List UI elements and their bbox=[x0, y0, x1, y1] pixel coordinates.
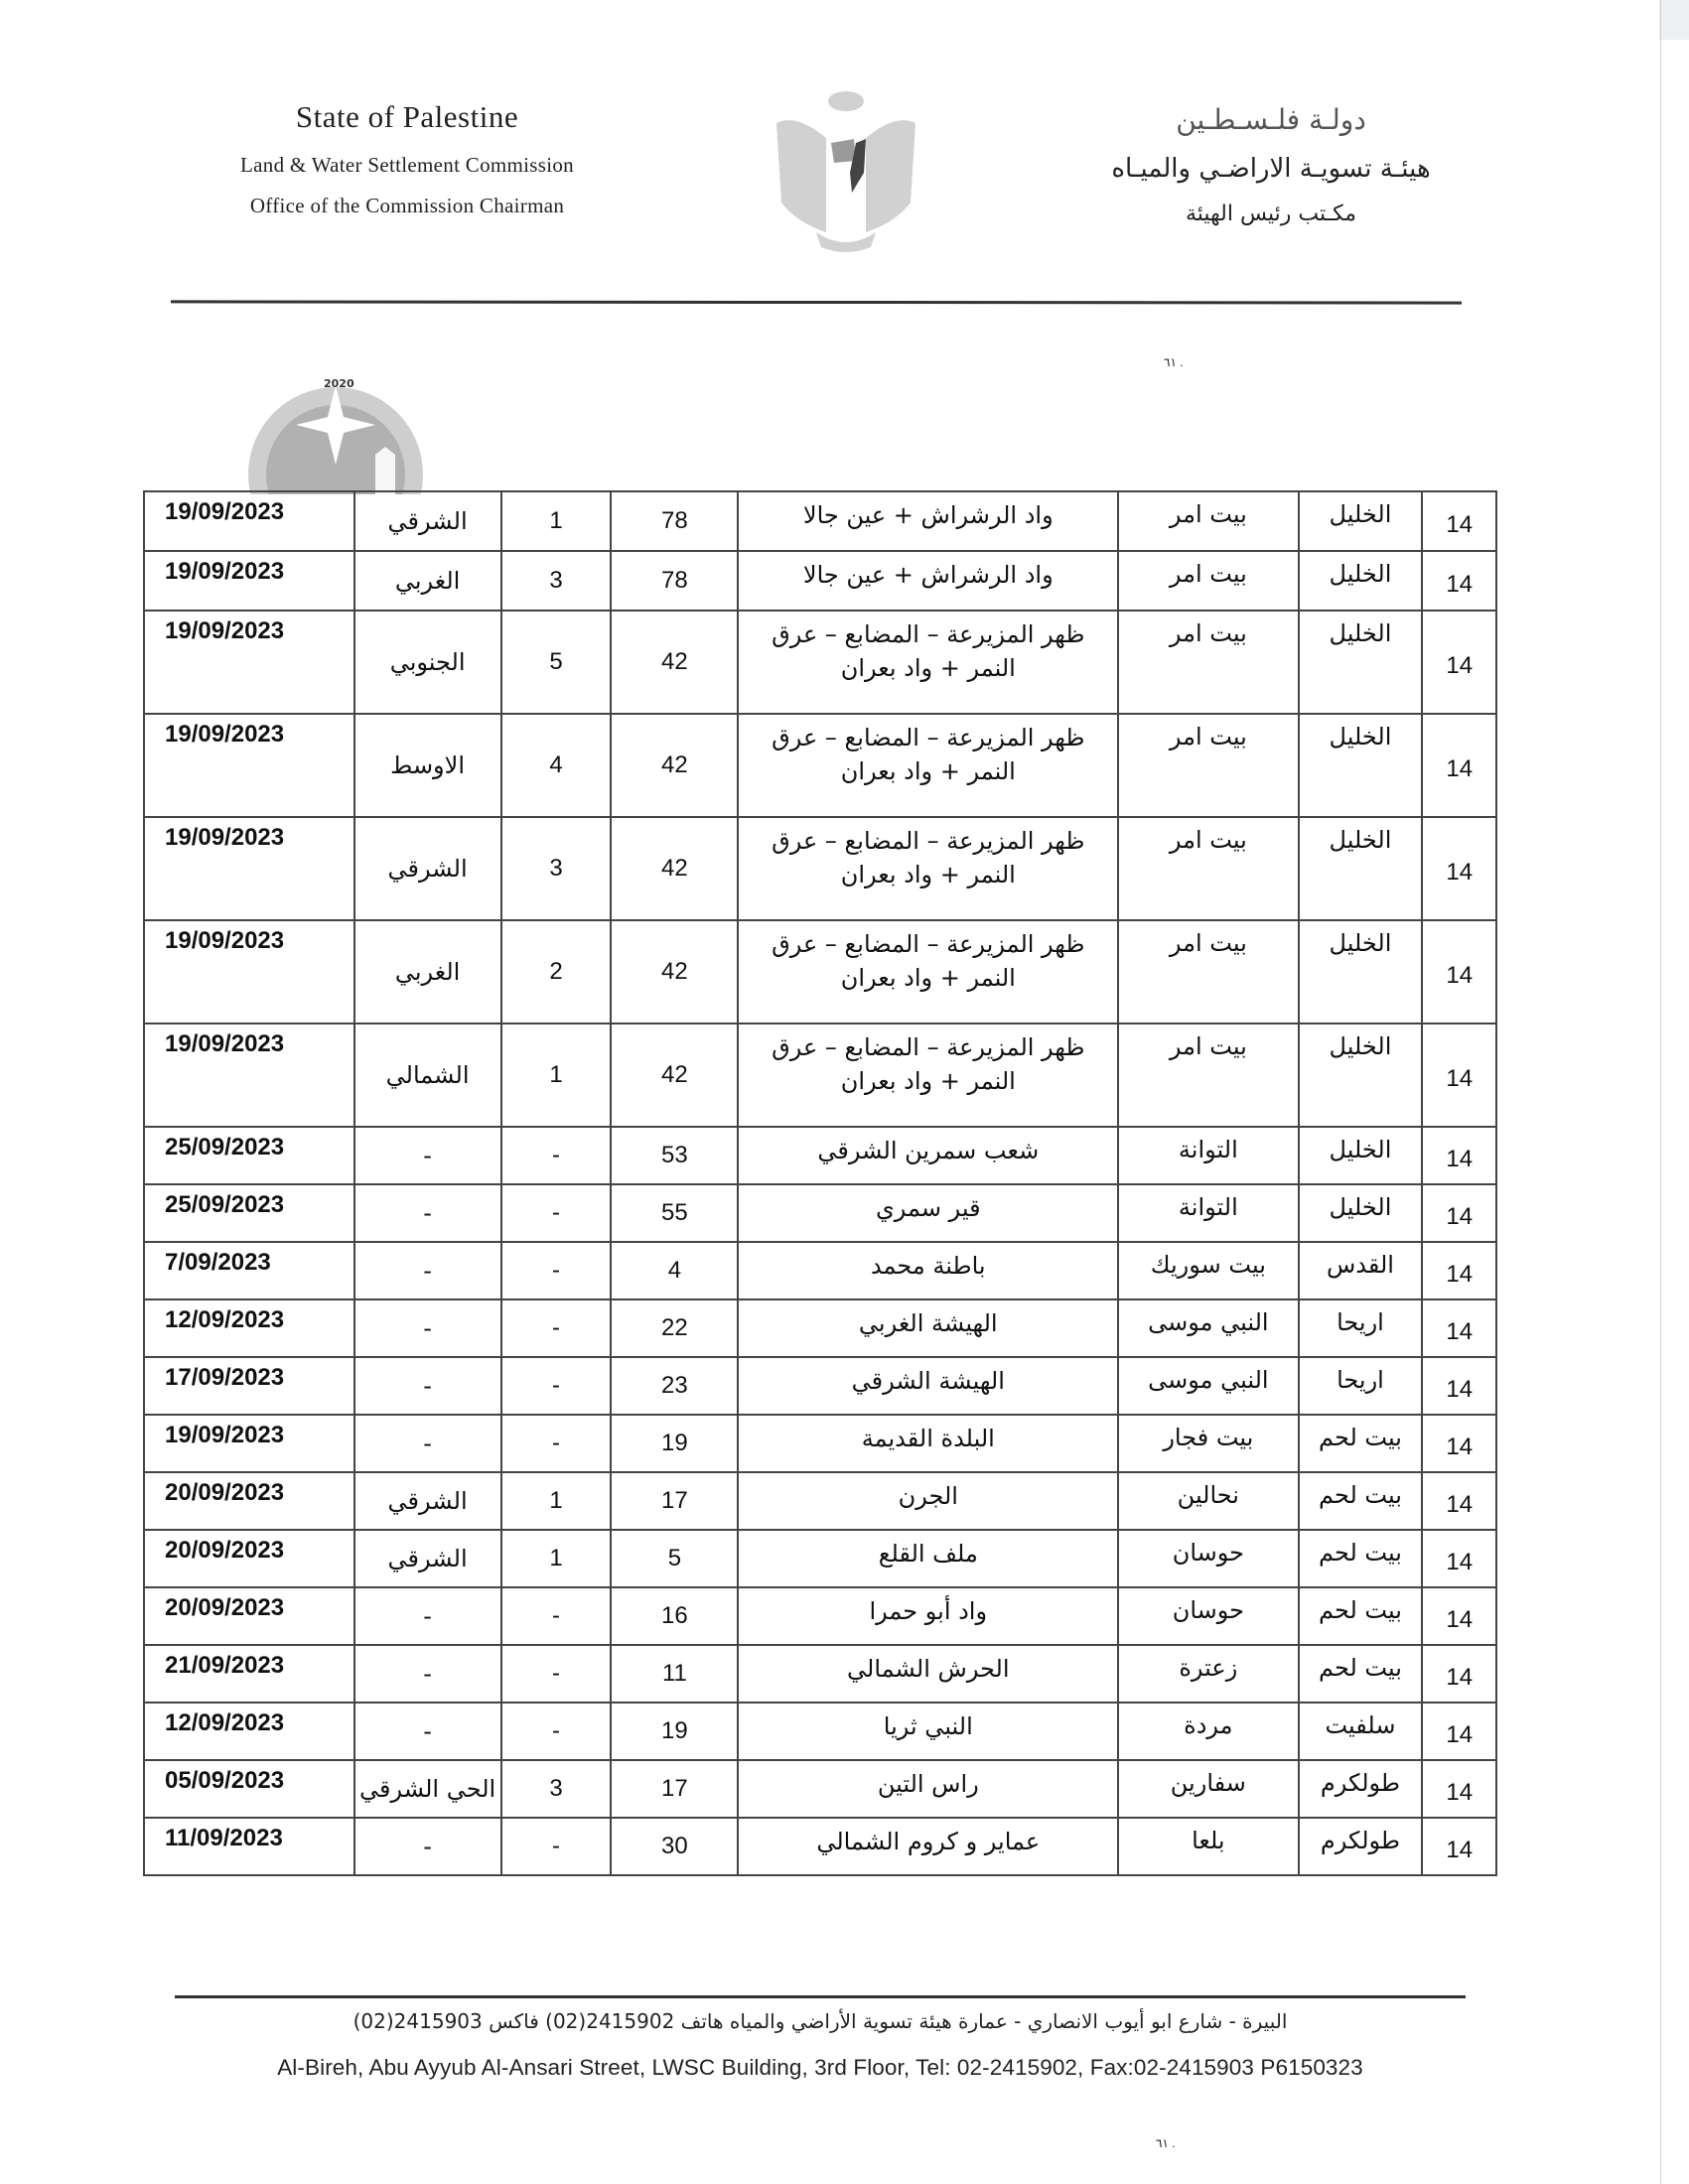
cell-block-number: - bbox=[501, 1127, 612, 1184]
cell-date: 19/09/2023 bbox=[144, 1024, 354, 1127]
cell-number: 14 bbox=[1422, 611, 1496, 714]
cell-number: 14 bbox=[1422, 1530, 1496, 1587]
cell-number: 14 bbox=[1422, 714, 1496, 817]
cell-part: - bbox=[354, 1127, 501, 1184]
site-name-line: النبي ثريا bbox=[883, 1712, 973, 1740]
table-row bbox=[144, 551, 1496, 611]
site-name-line: ظهر المزيرعة – المضابع – عرق bbox=[772, 1033, 1085, 1061]
cell-block-number: 1 bbox=[501, 1472, 612, 1530]
cell-site-name bbox=[738, 551, 1118, 611]
cell-number: 14 bbox=[1422, 1760, 1496, 1818]
cell-town: زعترة bbox=[1118, 1645, 1298, 1703]
cell-site-number: 22 bbox=[611, 1299, 738, 1357]
cell-part: - bbox=[354, 1299, 501, 1357]
cell-block-number: - bbox=[501, 1184, 612, 1242]
cell-number: 14 bbox=[1422, 1645, 1496, 1703]
cell-block-number: - bbox=[501, 1357, 612, 1415]
commission-name-ar: هيئـة تسويـة الاراضـي والميـاه bbox=[1111, 154, 1431, 184]
cell-town: نحالين bbox=[1118, 1472, 1298, 1530]
cell-town: بلعا bbox=[1118, 1818, 1298, 1875]
cell-town: بيت امر bbox=[1118, 551, 1298, 611]
site-name-line: ظهر المزيرعة – المضابع – عرق bbox=[772, 827, 1085, 855]
cell-block-number: - bbox=[501, 1242, 612, 1299]
site-name-line: عماير و كروم الشمالي bbox=[816, 1828, 1041, 1855]
cell-block-number: 5 bbox=[501, 611, 612, 714]
cell-site-name bbox=[738, 1024, 1118, 1127]
cell-site-name bbox=[738, 714, 1118, 817]
cell-governorate: الخليل bbox=[1299, 551, 1423, 611]
table-row bbox=[144, 1357, 1496, 1415]
cell-site-number: 19 bbox=[611, 1415, 738, 1472]
cell-governorate: الخليل bbox=[1299, 817, 1423, 920]
cell-site-number: 30 bbox=[611, 1818, 738, 1875]
cell-part: الشرقي bbox=[354, 491, 501, 551]
cell-site-number: 23 bbox=[611, 1357, 738, 1415]
cell-block-number: - bbox=[501, 1703, 612, 1760]
table-row bbox=[144, 1184, 1496, 1242]
cell-date: 7/09/2023 bbox=[144, 1242, 354, 1299]
cell-part: الجنوبي bbox=[354, 611, 501, 714]
cell-block-number: 4 bbox=[501, 714, 612, 817]
table-row bbox=[144, 1472, 1496, 1530]
office-name-en: Office of the Commission Chairman bbox=[249, 194, 565, 217]
cell-site-number: 5 bbox=[611, 1530, 738, 1587]
site-name-line: الحرش الشمالي bbox=[847, 1655, 1010, 1683]
cell-governorate: الخليل bbox=[1299, 920, 1423, 1024]
cell-number: 14 bbox=[1422, 1472, 1496, 1530]
cell-site-name bbox=[738, 1472, 1118, 1530]
stamp-year: 2020 bbox=[324, 377, 354, 390]
cell-site-number: 17 bbox=[611, 1472, 738, 1530]
cell-part: - bbox=[354, 1587, 501, 1645]
cell-part: - bbox=[354, 1703, 501, 1760]
site-name-line: الهيشة الغربي bbox=[858, 1309, 998, 1337]
cell-block-number: - bbox=[501, 1415, 612, 1472]
cell-town: سفارين bbox=[1118, 1760, 1298, 1818]
handwritten-mark: ٦١ . bbox=[1156, 2136, 1176, 2150]
cell-part: - bbox=[354, 1184, 501, 1242]
cell-part: الشمالي bbox=[354, 1024, 501, 1127]
cell-date: 20/09/2023 bbox=[144, 1587, 354, 1645]
cell-date: 20/09/2023 bbox=[144, 1530, 354, 1587]
cell-block-number: 3 bbox=[501, 551, 612, 611]
cell-number: 14 bbox=[1422, 491, 1496, 551]
cell-governorate: الخليل bbox=[1299, 714, 1423, 817]
letterhead-english bbox=[159, 99, 655, 218]
cell-date: 25/09/2023 bbox=[144, 1184, 354, 1242]
cell-site-number: 4 bbox=[611, 1242, 738, 1299]
footer-address-en: Al-Bireh, Abu Ayyub Al-Ansari Street, LWSC Building, 3rd Floor, Tel: 02-2415902, Fax:02-2415903 P6150323 bbox=[277, 2055, 1363, 2080]
table-row bbox=[144, 920, 1496, 1024]
commission-name-en: Land & Water Settlement Commission bbox=[240, 153, 574, 177]
cell-date: 17/09/2023 bbox=[144, 1357, 354, 1415]
cell-block-number: 3 bbox=[501, 1760, 612, 1818]
cell-town: النبي موسى bbox=[1118, 1357, 1298, 1415]
cell-site-name bbox=[738, 1703, 1118, 1760]
cell-date: 12/09/2023 bbox=[144, 1703, 354, 1760]
cell-block-number: - bbox=[501, 1645, 612, 1703]
cell-part: - bbox=[354, 1645, 501, 1703]
handwritten-mark: ٦١ . bbox=[1164, 355, 1184, 369]
cell-town: حوسان bbox=[1118, 1587, 1298, 1645]
scan-edge-line bbox=[1660, 0, 1661, 2184]
cell-site-name bbox=[738, 1760, 1118, 1818]
site-name-line: ظهر المزيرعة – المضابع – عرق bbox=[772, 620, 1085, 648]
cell-part: الغربي bbox=[354, 551, 501, 611]
cell-governorate: طولكرم bbox=[1299, 1760, 1423, 1818]
site-name-line: الجرن bbox=[898, 1482, 958, 1510]
country-name-en: State of Palestine bbox=[295, 99, 519, 134]
cell-site-name bbox=[738, 611, 1118, 714]
cell-governorate: الخليل bbox=[1299, 1127, 1423, 1184]
cell-site-number: 78 bbox=[611, 551, 738, 611]
cell-site-name bbox=[738, 1818, 1118, 1875]
cell-governorate: الخليل bbox=[1299, 611, 1423, 714]
cell-part: الشرقي bbox=[354, 1472, 501, 1530]
site-name-line: الهيشة الشرقي bbox=[851, 1367, 1005, 1395]
cell-site-name bbox=[738, 491, 1118, 551]
table-row bbox=[144, 1242, 1496, 1299]
cell-part: - bbox=[354, 1415, 501, 1472]
cell-number: 14 bbox=[1422, 1299, 1496, 1357]
cell-date: 19/09/2023 bbox=[144, 1415, 354, 1472]
cell-site-number: 53 bbox=[611, 1127, 738, 1184]
cell-date: 25/09/2023 bbox=[144, 1127, 354, 1184]
table-row bbox=[144, 817, 1496, 920]
cell-governorate: الخليل bbox=[1299, 491, 1423, 551]
country-name-ar: دولـة فلـسـطـين bbox=[1176, 103, 1366, 136]
cell-site-name bbox=[738, 1415, 1118, 1472]
cell-number: 14 bbox=[1422, 1703, 1496, 1760]
cell-part: الشرقي bbox=[354, 1530, 501, 1587]
footer-address-ar: البيرة - شارع ابو أيوب الانصاري - عمارة هيئة تسوية الأراضي والمياه هاتف 2415902(02) فاكس 2415903(02) bbox=[352, 2009, 1288, 2033]
cell-number: 14 bbox=[1422, 1184, 1496, 1242]
cell-town: بيت امر bbox=[1118, 817, 1298, 920]
site-name-line: واد أبو حمرا bbox=[869, 1597, 988, 1625]
table-row bbox=[144, 491, 1496, 551]
cell-site-number: 55 bbox=[611, 1184, 738, 1242]
cell-part: الاوسط bbox=[354, 714, 501, 817]
cell-town: بيت امر bbox=[1118, 714, 1298, 817]
table-row bbox=[144, 1530, 1496, 1587]
cell-number: 14 bbox=[1422, 920, 1496, 1024]
cell-number: 14 bbox=[1422, 1127, 1496, 1184]
cell-site-number: 42 bbox=[611, 1024, 738, 1127]
office-name-ar: مكـتب رئيس الهيئة bbox=[1185, 202, 1357, 226]
cell-block-number: - bbox=[501, 1818, 612, 1875]
site-name-line: راس التين bbox=[877, 1770, 979, 1798]
cell-site-name bbox=[738, 1184, 1118, 1242]
cell-town: بيت امر bbox=[1118, 1024, 1298, 1127]
cell-town: بيت فجار bbox=[1118, 1415, 1298, 1472]
site-name-line: النمر + واد بعران bbox=[840, 757, 1016, 785]
cell-site-number: 16 bbox=[611, 1587, 738, 1645]
cell-governorate: القدس bbox=[1299, 1242, 1423, 1299]
cell-site-number: 19 bbox=[611, 1703, 738, 1760]
cell-site-name bbox=[738, 1357, 1118, 1415]
cell-site-number: 42 bbox=[611, 611, 738, 714]
cell-block-number: 1 bbox=[501, 1024, 612, 1127]
cell-part: - bbox=[354, 1242, 501, 1299]
cell-governorate: اريحا bbox=[1299, 1299, 1423, 1357]
cell-governorate: طولكرم bbox=[1299, 1818, 1423, 1875]
cell-number: 14 bbox=[1422, 1415, 1496, 1472]
cell-site-number: 17 bbox=[611, 1760, 738, 1818]
footer-divider bbox=[175, 1995, 1466, 1998]
table-row bbox=[144, 1127, 1496, 1184]
cell-part: الغربي bbox=[354, 920, 501, 1024]
cell-part: الحي الشرقي bbox=[354, 1760, 501, 1818]
cell-block-number: - bbox=[501, 1587, 612, 1645]
header-divider bbox=[171, 300, 1462, 304]
site-name-line: البلدة القديمة bbox=[861, 1425, 995, 1452]
palestine-eagle-emblem bbox=[757, 83, 935, 257]
cell-part: - bbox=[354, 1818, 501, 1875]
cell-number: 14 bbox=[1422, 817, 1496, 920]
table-row bbox=[144, 1024, 1496, 1127]
cell-site-number: 11 bbox=[611, 1645, 738, 1703]
cell-block-number: 3 bbox=[501, 817, 612, 920]
table-row bbox=[144, 1587, 1496, 1645]
cell-date: 19/09/2023 bbox=[144, 611, 354, 714]
cell-date: 11/09/2023 bbox=[144, 1818, 354, 1875]
cell-number: 14 bbox=[1422, 1024, 1496, 1127]
cell-site-name bbox=[738, 1530, 1118, 1587]
cell-town: بيت امر bbox=[1118, 611, 1298, 714]
cell-governorate: سلفيت bbox=[1299, 1703, 1423, 1760]
site-name-line: النمر + واد بعران bbox=[840, 654, 1016, 682]
survey-schedule-table bbox=[143, 490, 1497, 1876]
cell-governorate: بيت لحم bbox=[1299, 1472, 1423, 1530]
site-name-line: ظهر المزيرعة – المضابع – عرق bbox=[772, 724, 1085, 751]
table-row bbox=[144, 1299, 1496, 1357]
cell-governorate: الخليل bbox=[1299, 1024, 1423, 1127]
table-row bbox=[144, 714, 1496, 817]
cell-site-name bbox=[738, 920, 1118, 1024]
cell-site-number: 42 bbox=[611, 817, 738, 920]
cell-governorate: بيت لحم bbox=[1299, 1530, 1423, 1587]
cell-number: 14 bbox=[1422, 1357, 1496, 1415]
cell-site-name bbox=[738, 1127, 1118, 1184]
cell-site-number: 78 bbox=[611, 491, 738, 551]
cell-date: 19/09/2023 bbox=[144, 714, 354, 817]
cell-site-name bbox=[738, 1645, 1118, 1703]
site-name-line: ملف القلع bbox=[878, 1540, 978, 1568]
cell-date: 19/09/2023 bbox=[144, 817, 354, 920]
cell-town: التوانة bbox=[1118, 1127, 1298, 1184]
site-name-line: النمر + واد بعران bbox=[840, 1067, 1016, 1095]
site-name-line: شعب سمرين الشرقي bbox=[817, 1137, 1040, 1164]
cell-part: الشرقي bbox=[354, 817, 501, 920]
cell-town: بيت امر bbox=[1118, 491, 1298, 551]
cell-site-name bbox=[738, 1587, 1118, 1645]
cell-site-number: 42 bbox=[611, 714, 738, 817]
letterhead-arabic bbox=[1053, 103, 1489, 226]
site-name-line: النمر + واد بعران bbox=[840, 861, 1016, 888]
cell-date: 12/09/2023 bbox=[144, 1299, 354, 1357]
cell-date: 19/09/2023 bbox=[144, 491, 354, 551]
table-row bbox=[144, 1415, 1496, 1472]
cell-governorate: اريحا bbox=[1299, 1357, 1423, 1415]
cell-town: بيت امر bbox=[1118, 920, 1298, 1024]
cell-block-number: 1 bbox=[501, 1530, 612, 1587]
cell-town: النبي موسى bbox=[1118, 1299, 1298, 1357]
table-row bbox=[144, 611, 1496, 714]
cell-site-number: 42 bbox=[611, 920, 738, 1024]
cell-site-name bbox=[738, 1299, 1118, 1357]
cell-block-number: - bbox=[501, 1299, 612, 1357]
cell-date: 19/09/2023 bbox=[144, 920, 354, 1024]
cell-block-number: 1 bbox=[501, 491, 612, 551]
cell-governorate: الخليل bbox=[1299, 1184, 1423, 1242]
cell-site-name bbox=[738, 1242, 1118, 1299]
site-name-line: باطنة محمد bbox=[870, 1252, 986, 1280]
cell-number: 14 bbox=[1422, 1587, 1496, 1645]
table-row bbox=[144, 1818, 1496, 1875]
cell-date: 05/09/2023 bbox=[144, 1760, 354, 1818]
cell-part: - bbox=[354, 1357, 501, 1415]
table-row bbox=[144, 1760, 1496, 1818]
site-name-line: ظهر المزيرعة – المضابع – عرق bbox=[772, 930, 1085, 958]
cell-block-number: 2 bbox=[501, 920, 612, 1024]
cell-town: حوسان bbox=[1118, 1530, 1298, 1587]
site-name-line: واد الرشراش + عين جالا bbox=[802, 561, 1054, 589]
cell-governorate: بيت لحم bbox=[1299, 1415, 1423, 1472]
cell-town: بيت سوريك bbox=[1118, 1242, 1298, 1299]
cell-number: 14 bbox=[1422, 551, 1496, 611]
cell-town: مردة bbox=[1118, 1703, 1298, 1760]
cell-governorate: بيت لحم bbox=[1299, 1645, 1423, 1703]
cell-date: 20/09/2023 bbox=[144, 1472, 354, 1530]
table-row bbox=[144, 1645, 1496, 1703]
cell-number: 14 bbox=[1422, 1242, 1496, 1299]
cell-governorate: بيت لحم bbox=[1299, 1587, 1423, 1645]
cell-site-name bbox=[738, 817, 1118, 920]
site-name-line: النمر + واد بعران bbox=[840, 964, 1016, 992]
table-row bbox=[144, 1703, 1496, 1760]
cell-town: التوانة bbox=[1118, 1184, 1298, 1242]
scan-edge-shade bbox=[1659, 0, 1689, 40]
site-name-line: واد الرشراش + عين جالا bbox=[802, 501, 1054, 529]
cell-date: 19/09/2023 bbox=[144, 551, 354, 611]
cell-date: 21/09/2023 bbox=[144, 1645, 354, 1703]
cell-number: 14 bbox=[1422, 1818, 1496, 1875]
site-name-line: قير سمري bbox=[875, 1194, 981, 1222]
